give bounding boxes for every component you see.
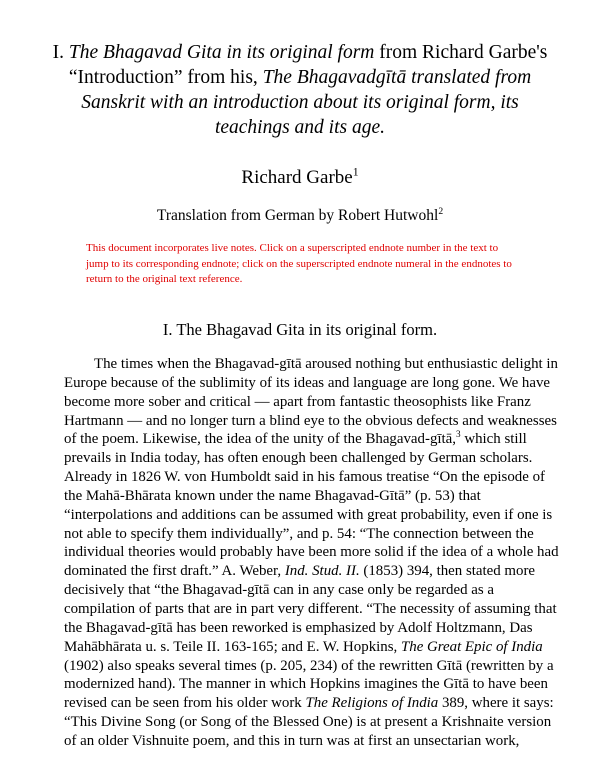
- endnote-ref-1[interactable]: 1: [352, 165, 359, 179]
- body-line: modernized hand). The manner in which Hopkins imagines the Gītā to have been: [64, 676, 548, 693]
- body-line: The times when the Bhagavad-gītā aroused nothing but enthusiastic delight in: [94, 356, 558, 372]
- body-line: not able to specify them individually”, and p. 54: “The connection between the: [64, 525, 534, 542]
- body-line: “This Divine Song (or Song of the Blessed One) is at present a Krishnaite version: [64, 714, 552, 731]
- section-heading: I. The Bhagavad Gita in its original form.: [162, 320, 438, 339]
- title-line-1: I. The Bhagavad Gita in its original form from Richard Garbe's: [52, 42, 548, 63]
- body-line: of the poem. Likewise, the idea of the unity of the Bhagavad-gītā,$^3$ which still: [64, 429, 527, 448]
- body-line: prevails in India today, has often enough been challenged by German scholars.: [64, 450, 533, 467]
- body-paragraph: [64, 355, 559, 751]
- translator-line: [0, 206, 600, 226]
- body-line: the Mahā-Bhārata known under the name Bhagavad-Gītā” (p. 53) that: [64, 487, 481, 504]
- body-line: compilation of parts that are in part very different. “The necessity of assuming that: [64, 600, 557, 617]
- body-line: of an older Vishnuite poem, and this in turn was at first an unsectarian work,: [64, 732, 520, 749]
- document-title: [40, 40, 560, 140]
- title-line-4: teachings and its age.: [214, 117, 386, 138]
- title-line-3: Sanskrit with an introduction about its original form, its: [81, 92, 519, 113]
- endnote-ref-3[interactable]: 3: [456, 429, 461, 440]
- body-line: dominated the first draft.” A. Weber, Ind. Stud. II. (1853) 394, then stated more: [64, 563, 536, 580]
- body-line: individual theories would probably have been more solid if the idea of a whole had: [64, 544, 559, 561]
- body-line: decisively that “the Bhagavad-gītā can in any case only be regarded as a: [64, 582, 494, 599]
- body-line: Hartmann — and no longer turn a blind eye to the obvious defects and weaknesses: [64, 412, 557, 429]
- body-line: “interpolations and additions can be assumed with great probability, even if one is: [64, 506, 553, 523]
- body-line: (1902) also speaks several times (p. 205, 234) of the rewritten Gītā (rewritten by a: [64, 657, 554, 674]
- body-line: Mahābhārata u. s. Teile II. 163-165; and E. W. Hopkins, The Great Epic of India: [64, 638, 543, 655]
- body-line: become more sober and critical — apart from fantastic theosophists like Franz: [64, 393, 531, 410]
- body-line: the Bhagavad-gītā has been reworked is emphasized by Adolf Holtzmann, Das: [64, 619, 533, 636]
- body-line: Already in 1826 W. von Humboldt said in his famous treatise “On the episode of: [64, 469, 545, 486]
- body-line: revised can be seen from his older work The Religions of India 389, where it says:: [64, 695, 554, 712]
- body-line: Europe because of the sublimity of its ideas and language are long gone. We have: [64, 374, 551, 391]
- endnote-ref-2[interactable]: 2: [438, 205, 444, 217]
- live-notes-notice: This document incorporates live notes. Click on a superscripted endnote number in the text to jump to its corresponding endnote; click on the superscripted endnote numeral in the endnotes to return to the original text reference.: [86, 242, 512, 285]
- author-name: Richard Garbe: [241, 167, 353, 188]
- translator-text: Translation from German by Robert Hutwohl: [156, 207, 439, 224]
- author-line: [0, 166, 600, 190]
- title-line-2: “Introduction” from his, The Bhagavadgītā translated from: [68, 67, 532, 88]
